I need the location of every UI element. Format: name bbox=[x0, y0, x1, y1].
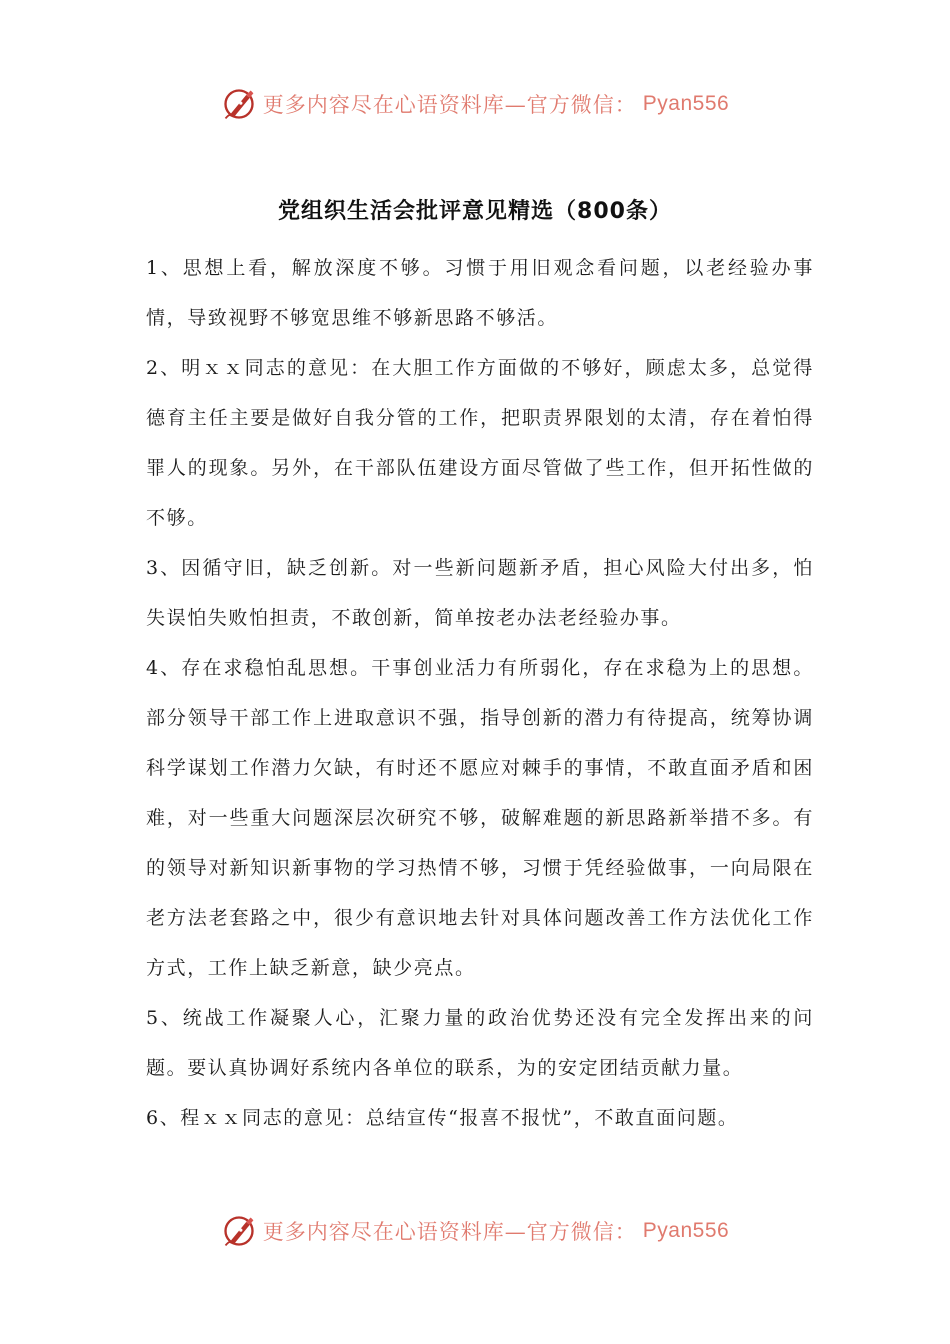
pen-nib-logo-icon bbox=[221, 1213, 257, 1249]
watermark-text: 更多内容尽在心语资料库—官方微信： bbox=[262, 1220, 637, 1244]
watermark-wechat-id: Pyan556 bbox=[642, 1219, 730, 1242]
footer-watermark bbox=[0, 1211, 950, 1251]
paragraph-2: 2、明ｘｘ同志的意见：在大胆工作方面做的不够好，顾虑太多，总觉得德育主任主要是做好自我分管的工作，把职责界限划的太清，存在着怕得罪人的现象。另外，在干部队伍建设方面尽管做了些工作，但开拓性做的不够。 bbox=[146, 357, 814, 529]
watermark-text: 更多内容尽在心语资料库—官方微信： bbox=[262, 93, 637, 117]
paragraph-6: 6、程ｘｘ同志的意见：总结宣传“报喜不报忧”，不敢直面问题。 bbox=[146, 1107, 739, 1129]
paragraph-3: 3、因循守旧，缺乏创新。对一些新问题新矛盾，担心风险大付出多，怕失误怕失败怕担责，不敢创新，简单按老办法老经验办事。 bbox=[146, 557, 814, 629]
paragraph-1: 1、思想上看，解放深度不够。习惯于用旧观念看问题，以老经验办事情，导致视野不够宽思维不够新思路不够活。 bbox=[146, 257, 814, 329]
pen-nib-logo-icon bbox=[221, 86, 257, 122]
header-watermark bbox=[0, 84, 950, 124]
paragraph-5: 5、统战工作凝聚人心，汇聚力量的政治优势还没有完全发挥出来的问题。要认真协调好系统内各单位的联系，为的安定团结贡献力量。 bbox=[146, 1007, 814, 1079]
paragraph-4: 4、存在求稳怕乱思想。干事创业活力有所弱化，存在求稳为上的思想。部分领导干部工作上进取意识不强，指导创新的潜力有待提高，统筹协调科学谋划工作潜力欠缺，有时还不愿应对棘手的事情，不敢直面矛盾和困难，对一些重大问题深层次研究不够，破解难题的新思路新举措不多。有的领导对新知识新事物的学习热情不够，习惯于凭经验做事，一向局限在老方法老套路之中，很少有意识地去针对具体问题改善工作方法优化工作方式，工作上缺乏新意，缺少亮点。 bbox=[146, 657, 814, 979]
document-body bbox=[146, 243, 814, 1143]
watermark-wechat-id: Pyan556 bbox=[642, 92, 730, 115]
document-title: 党组织生活会批评意见精选（800条） bbox=[278, 199, 672, 224]
